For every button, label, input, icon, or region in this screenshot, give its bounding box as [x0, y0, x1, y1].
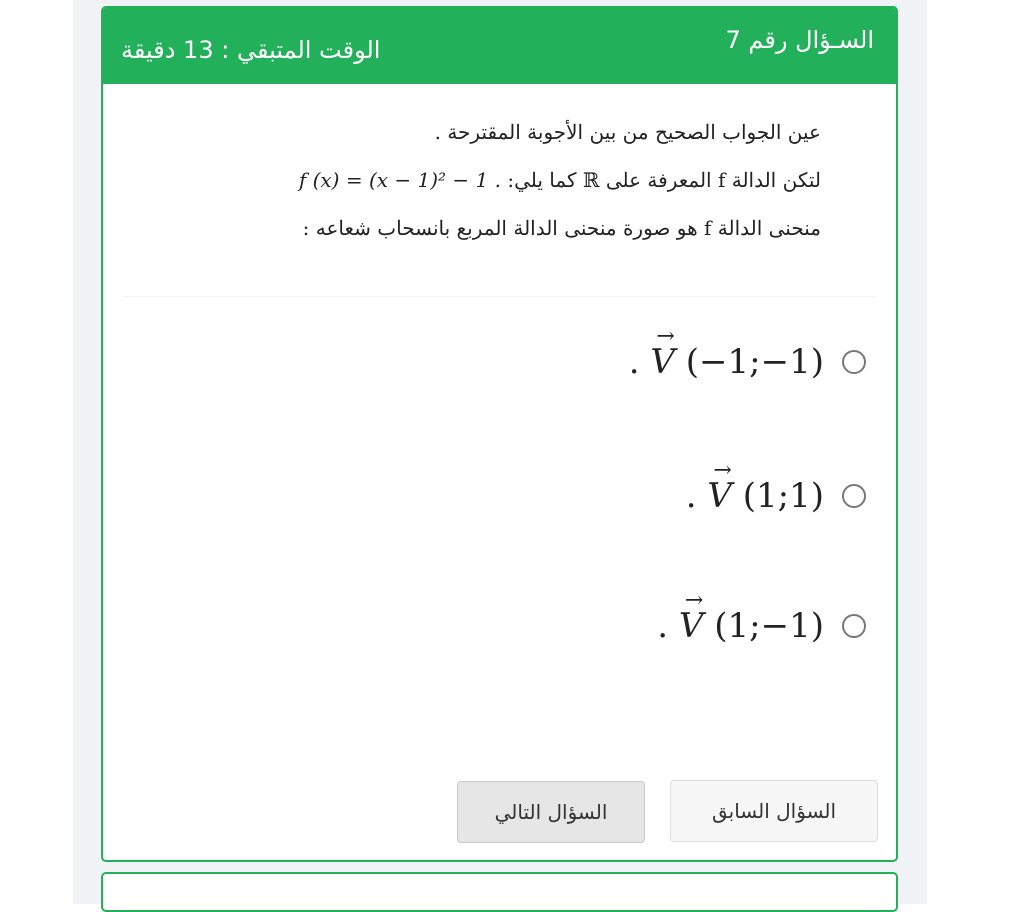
vector-symbol: → V: [650, 342, 675, 382]
remaining-time: الوقت المتبقي : 13 دقيقة: [121, 36, 381, 64]
option-3-radio[interactable]: [842, 614, 866, 638]
vector-symbol: → V: [707, 476, 732, 516]
answer-option-3[interactable]: [657, 596, 866, 656]
option-2-label: . → V (1;1): [686, 476, 824, 516]
option-1-radio[interactable]: [842, 350, 866, 374]
question-prompt: منحنى الدالة f هو صورة منحنى الدالة المربع بانسحاب شعاعه :: [302, 216, 821, 240]
question-instruction: عين الجواب الصحيح من بين الأجوبة المقترحة .: [434, 120, 821, 144]
option-3-label: . → V (1;−1): [657, 606, 824, 646]
question-card: [101, 6, 898, 862]
question-number: السـؤال رقم 7: [725, 26, 874, 54]
next-card-edge: [101, 872, 898, 912]
vector-symbol: → V: [679, 606, 704, 646]
answer-option-2[interactable]: [686, 466, 866, 526]
function-formula: f (x) = (x − 1)² − 1 .: [298, 168, 501, 192]
answer-option-1[interactable]: [629, 332, 866, 392]
previous-question-button[interactable]: السؤال السابق: [670, 780, 878, 842]
option-2-radio[interactable]: [842, 484, 866, 508]
question-header: [103, 8, 896, 84]
question-function-definition: [131, 156, 821, 204]
next-question-button[interactable]: السؤال التالي: [457, 781, 645, 843]
divider: [123, 296, 876, 297]
function-intro: لتكن الدالة f المعرفة على ℝ كما يلي:: [507, 168, 821, 192]
option-1-label: . → V (−1;−1): [629, 342, 824, 382]
question-text: [131, 108, 821, 252]
